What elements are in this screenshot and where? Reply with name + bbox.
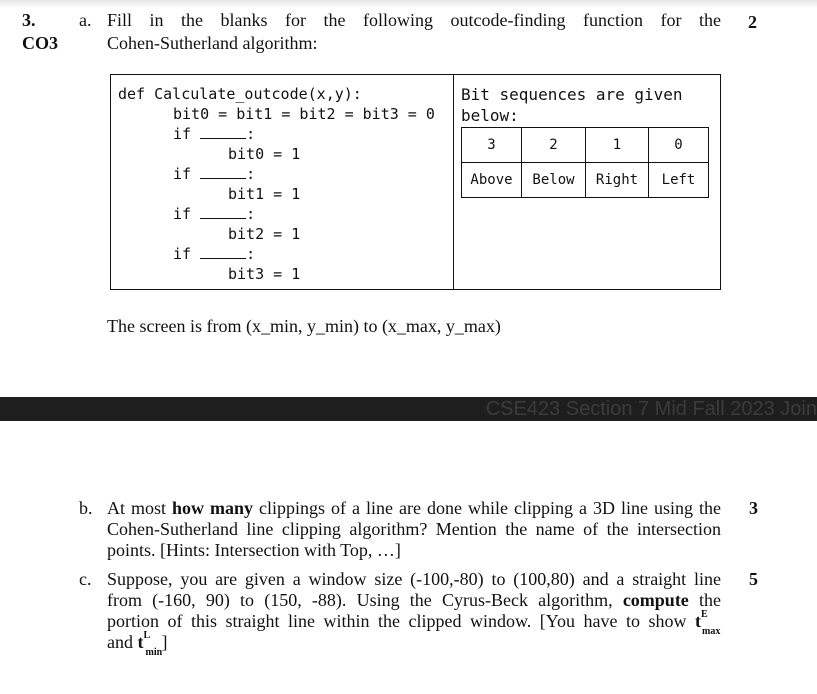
code-if-2: if : xyxy=(173,165,256,183)
bit-name-right: Right xyxy=(586,163,649,198)
part-b-label: b. xyxy=(79,498,93,518)
part-c-label: c. xyxy=(79,569,92,589)
watermark-text: CSE423 Section 7 Mid Fall 2023 Join xyxy=(485,398,817,420)
code-if-3: if : xyxy=(173,205,256,223)
part-a-line2: Cohen-Sutherland algorithm: xyxy=(107,33,318,53)
code-if-1: if : xyxy=(173,125,256,143)
part-a-label: a. xyxy=(79,10,92,30)
part-c-line4: and t L min ] xyxy=(107,632,168,653)
top-shadow xyxy=(0,0,817,8)
part-a-marks: 2 xyxy=(748,12,757,32)
bit-name-left: Left xyxy=(649,163,709,198)
bit-header-1: 1 xyxy=(586,128,649,163)
part-c-line2: from (-160, 90) to (150, -88). Using the Cyrus-Beck algorithm, compute the xyxy=(107,590,721,610)
bit-header-0: 0 xyxy=(649,128,709,163)
blank-2 xyxy=(200,164,246,179)
t-min-sup: L xyxy=(143,630,151,641)
part-a-line1: Fill in the blanks for the following outcode-finding function for the xyxy=(107,10,721,30)
part-b-line1: At most how many clippings of a line are done while clipping a 3D line using the xyxy=(107,498,721,518)
t-max-sub: max xyxy=(702,626,721,637)
bit-header-2: 2 xyxy=(522,128,586,163)
bit-name-above: Above xyxy=(462,163,522,198)
bit-table xyxy=(461,127,709,198)
how-many-emphasis: how many xyxy=(172,498,254,518)
code-if-4: if : xyxy=(173,245,256,263)
bit-name-below: Below xyxy=(522,163,586,198)
part-b-line3: points. [Hints: Intersection with Top, …] xyxy=(107,540,401,560)
bit-info-line1: Bit sequences are given xyxy=(461,85,683,104)
course-outcome: CO3 xyxy=(22,33,58,53)
blank-3 xyxy=(200,204,246,219)
code-init-line: bit0 = bit1 = bit2 = bit3 = 0 xyxy=(173,105,435,123)
blank-4 xyxy=(200,244,246,259)
part-c-marks: 5 xyxy=(749,569,758,589)
t-min-sub: min xyxy=(145,647,163,658)
bit-info-line2: below: xyxy=(461,106,519,125)
t-min-symbol: t xyxy=(137,632,144,652)
blank-1 xyxy=(200,124,246,139)
code-assign-1: bit1 = 1 xyxy=(228,185,301,203)
code-assign-2: bit2 = 1 xyxy=(228,225,301,243)
part-c-line1: Suppose, you are given a window size (-100,-80) to (100,80) and a straight line xyxy=(107,569,721,589)
t-max-symbol: t xyxy=(695,611,701,631)
code-def-line: def Calculate_outcode(x,y): xyxy=(118,85,362,103)
code-assign-0: bit0 = 1 xyxy=(228,145,301,163)
bit-name-row xyxy=(462,163,709,198)
compute-emphasis: compute xyxy=(622,590,689,610)
part-b-line2: Cohen-Sutherland line clipping algorithm? Mention the name of the intersection xyxy=(107,519,721,539)
question-number: 3. xyxy=(22,10,36,30)
part-c-line3: portion of this straight line within the clipped window. [You have to show t E max xyxy=(107,611,721,632)
code-box xyxy=(110,74,454,290)
part-b-marks: 3 xyxy=(749,498,758,518)
bit-header-3: 3 xyxy=(462,128,522,163)
t-max-sup: E xyxy=(701,609,708,620)
bit-header-row xyxy=(462,128,709,163)
bit-sequence-box xyxy=(453,74,721,290)
screen-range-text: The screen is from (x_min, y_min) to (x_max, y_max) xyxy=(107,316,501,336)
code-assign-3: bit3 = 1 xyxy=(228,265,301,283)
